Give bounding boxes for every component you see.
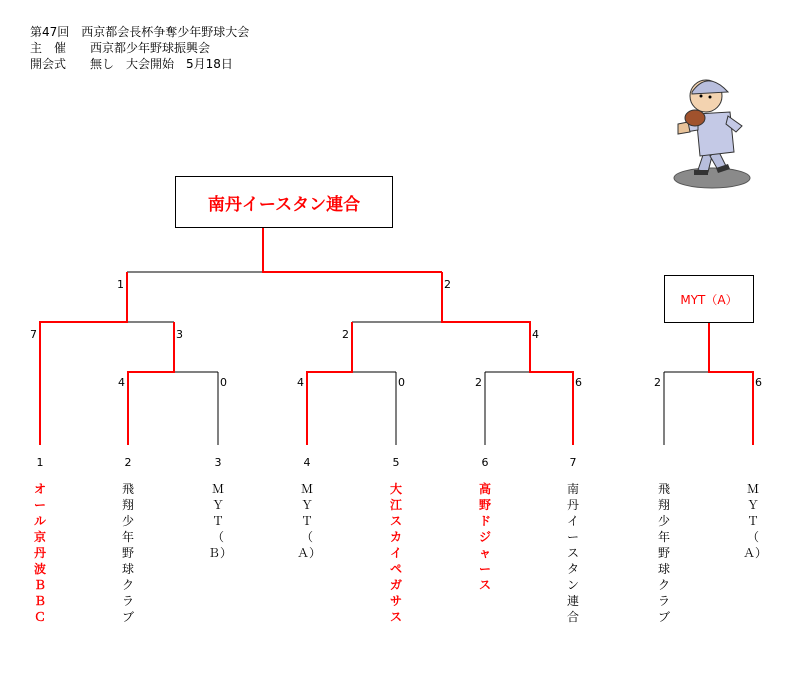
side-team-name-left: 飛翔少年野球クラブ — [657, 482, 670, 624]
score-match3-left: 2 — [475, 376, 482, 389]
team-name-5: 大江スカイペガサス — [389, 482, 402, 624]
team-name-1: オール京丹波ＢＢＣ — [33, 482, 46, 624]
side-bracket-winner-box — [664, 275, 754, 323]
score-match2-left: 4 — [297, 376, 304, 389]
opening-line: 開会式 無し 大会開始 5月18日 — [30, 57, 233, 71]
score-semi-left-b: 3 — [176, 328, 183, 341]
seed-2: 2 — [124, 456, 132, 469]
seed-7: 7 — [569, 456, 577, 469]
score-match2-right: 0 — [398, 376, 405, 389]
tournament-title: 第47回 西京都会長杯争奪少年野球大会 — [30, 25, 250, 39]
side-winner-path — [709, 322, 753, 445]
score-semi-left-a: 7 — [30, 328, 37, 341]
baseball-pitcher-icon — [668, 66, 752, 194]
seed-3: 3 — [214, 456, 222, 469]
score-side-right: 6 — [755, 376, 762, 389]
team-name-7: 南丹イースタン連合 — [566, 482, 579, 624]
seed-5: 5 — [392, 456, 400, 469]
team-2-path — [128, 322, 174, 445]
score-match1-left: 4 — [118, 376, 125, 389]
champion-path — [442, 272, 573, 445]
team-name-2: 飛翔少年野球クラブ — [121, 482, 134, 624]
champion-name: 南丹イースタン連合 — [207, 194, 361, 215]
team-name-3: ＭＹＴ（Ｂ） — [208, 482, 233, 560]
score-semi-right-a: 2 — [342, 328, 349, 341]
side-team-name-right: ＭＹＴ（Ａ） — [743, 482, 768, 560]
score-semi-right-b: 4 — [532, 328, 539, 341]
finalist-left-path — [40, 272, 127, 445]
organizer-line: 主 催 西京都少年野球振興会 — [30, 41, 211, 55]
score-match3-right: 6 — [575, 376, 582, 389]
score-side-left: 2 — [654, 376, 661, 389]
seed-1: 1 — [36, 456, 44, 469]
side-bracket-winner-name: MYT（A） — [680, 292, 738, 307]
seed-6: 6 — [481, 456, 489, 469]
team-name-6: 高野ドジャース — [478, 482, 491, 592]
score-final-right: 2 — [444, 278, 451, 291]
champion-box — [175, 176, 393, 228]
seed-4: 4 — [303, 456, 311, 469]
champion-path-top — [263, 227, 442, 272]
team-name-4: ＭＹＴ（Ａ） — [297, 482, 322, 560]
score-final-left: 1 — [117, 278, 124, 291]
bracket-black-lines — [40, 272, 753, 445]
score-match1-right: 0 — [220, 376, 227, 389]
